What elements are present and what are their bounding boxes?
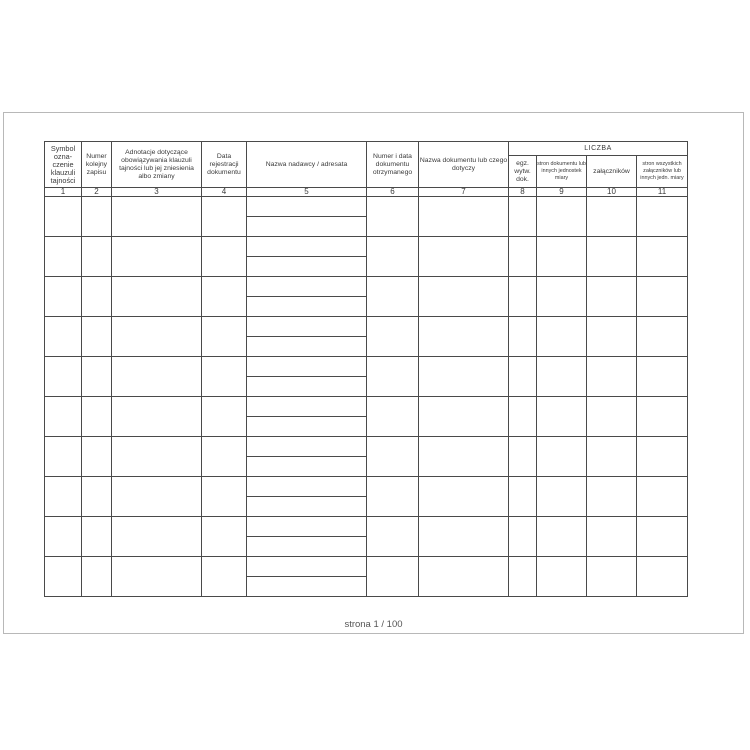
entry-cell[interactable]: [367, 477, 419, 517]
entry-cell[interactable]: [247, 197, 367, 217]
entry-cell[interactable]: [509, 237, 537, 277]
entry-cell[interactable]: [112, 397, 202, 437]
entry-cell[interactable]: [637, 317, 688, 357]
entry-cell[interactable]: [367, 277, 419, 317]
header-received-number-date: Numer i data dokumentu otrzymanego: [367, 142, 419, 188]
entry-cell[interactable]: [45, 237, 82, 277]
entry-cell[interactable]: [112, 237, 202, 277]
entry-cell[interactable]: [367, 357, 419, 397]
entry-cell[interactable]: [247, 277, 367, 297]
entry-cell[interactable]: [45, 317, 82, 357]
column-number: 2: [82, 188, 112, 197]
column-number: 8: [509, 188, 537, 197]
entry-cell[interactable]: [82, 517, 112, 557]
entry-cell[interactable]: [637, 277, 688, 317]
header-symbol: Symbol ozna-czenie klauzuli tajności: [45, 142, 82, 188]
entry-cell[interactable]: [247, 297, 367, 317]
entry-cell[interactable]: [419, 277, 509, 317]
entry-cell[interactable]: [202, 237, 247, 277]
table-row: [45, 357, 688, 377]
register-entries: [45, 197, 688, 597]
column-number: 1: [45, 188, 82, 197]
entry-cell[interactable]: [112, 277, 202, 317]
entry-cell[interactable]: [202, 197, 247, 237]
column-number: 3: [112, 188, 202, 197]
entry-cell[interactable]: [367, 197, 419, 237]
entry-cell[interactable]: [419, 557, 509, 597]
entry-cell[interactable]: [537, 397, 587, 437]
header-annotations: Adnotacje dotyczące obowiązywania klauzuli tajności lub jej zniesienia albo zmiany: [112, 142, 202, 188]
entry-cell[interactable]: [637, 437, 688, 477]
entry-cell[interactable]: [202, 357, 247, 397]
entry-cell[interactable]: [247, 517, 367, 537]
entry-cell[interactable]: [537, 197, 587, 237]
entry-cell[interactable]: [82, 397, 112, 437]
entry-cell[interactable]: [247, 337, 367, 357]
entry-cell[interactable]: [637, 397, 688, 437]
entry-cell[interactable]: [367, 557, 419, 597]
entry-cell[interactable]: [509, 277, 537, 317]
entry-cell[interactable]: [45, 277, 82, 317]
entry-cell[interactable]: [367, 517, 419, 557]
entry-cell[interactable]: [82, 277, 112, 317]
entry-cell[interactable]: [247, 257, 367, 277]
entry-cell[interactable]: [82, 317, 112, 357]
table-row: [45, 437, 688, 457]
entry-cell[interactable]: [509, 557, 537, 597]
entry-cell[interactable]: [537, 437, 587, 477]
entry-cell[interactable]: [637, 557, 688, 597]
entry-cell[interactable]: [112, 477, 202, 517]
column-number: 11: [637, 188, 688, 197]
entry-cell[interactable]: [419, 437, 509, 477]
entry-cell[interactable]: [419, 517, 509, 557]
entry-cell[interactable]: [509, 517, 537, 557]
entry-cell[interactable]: [637, 517, 688, 557]
entry-cell[interactable]: [112, 317, 202, 357]
header-copies: egz. wytw. dok.: [509, 156, 537, 188]
entry-cell[interactable]: [367, 397, 419, 437]
table-row: [45, 237, 688, 257]
page-number: strona 1 / 100: [344, 619, 403, 630]
entry-cell[interactable]: [367, 437, 419, 477]
entry-cell[interactable]: [587, 277, 637, 317]
entry-cell[interactable]: [247, 537, 367, 557]
entry-cell[interactable]: [247, 577, 367, 597]
entry-cell[interactable]: [509, 477, 537, 517]
header-attachments: załączników: [587, 156, 637, 188]
entry-cell[interactable]: [419, 397, 509, 437]
header-sender-recipient: Nazwa nadawcy / adresata: [247, 142, 367, 188]
entry-cell[interactable]: [587, 237, 637, 277]
table-row: [45, 397, 688, 417]
entry-cell[interactable]: [112, 517, 202, 557]
column-number: 5: [247, 188, 367, 197]
entry-cell[interactable]: [587, 557, 637, 597]
entry-cell[interactable]: [247, 457, 367, 477]
entry-cell[interactable]: [112, 557, 202, 597]
entry-cell[interactable]: [587, 317, 637, 357]
entry-cell[interactable]: [247, 497, 367, 517]
entry-cell[interactable]: [419, 477, 509, 517]
header-document-name: Nazwa dokumentu lub czego dotyczy: [419, 142, 509, 188]
entry-cell[interactable]: [112, 357, 202, 397]
entry-cell[interactable]: [202, 437, 247, 477]
entry-cell[interactable]: [419, 357, 509, 397]
header-liczba: LICZBA: [509, 142, 688, 156]
entry-cell[interactable]: [509, 397, 537, 437]
entry-cell[interactable]: [247, 377, 367, 397]
entry-cell[interactable]: [537, 357, 587, 397]
entry-cell[interactable]: [45, 437, 82, 477]
entry-cell[interactable]: [247, 237, 367, 257]
entry-cell[interactable]: [537, 277, 587, 317]
column-number: 4: [202, 188, 247, 197]
entry-cell[interactable]: [202, 397, 247, 437]
entry-cell[interactable]: [247, 477, 367, 497]
table-row: [45, 277, 688, 297]
entry-cell[interactable]: [202, 317, 247, 357]
header-registration-date: Data rejestracji dokumentu: [202, 142, 247, 188]
entry-cell[interactable]: [202, 557, 247, 597]
header-document-pages: stron dokumentu lub innych jednostek miary: [537, 156, 587, 188]
table-row: [45, 517, 688, 537]
column-number: 10: [587, 188, 637, 197]
header-attachment-pages: stron wszystkich załączników lub innych jedn. miary: [637, 156, 688, 188]
entry-cell[interactable]: [82, 557, 112, 597]
entry-cell[interactable]: [509, 357, 537, 397]
entry-cell[interactable]: [637, 477, 688, 517]
entry-cell[interactable]: [82, 197, 112, 237]
entry-cell[interactable]: [247, 417, 367, 437]
column-number: 7: [419, 188, 509, 197]
entry-cell[interactable]: [45, 477, 82, 517]
entry-cell[interactable]: [82, 357, 112, 397]
entry-cell[interactable]: [587, 197, 637, 237]
table-row: [45, 557, 688, 577]
entry-cell[interactable]: [247, 437, 367, 457]
entry-cell[interactable]: [637, 197, 688, 237]
entry-cell[interactable]: [202, 477, 247, 517]
entry-cell[interactable]: [509, 197, 537, 237]
column-number: 6: [367, 188, 419, 197]
entry-cell[interactable]: [637, 357, 688, 397]
register-page: [3, 112, 744, 634]
entry-cell[interactable]: [367, 317, 419, 357]
entry-cell[interactable]: [537, 317, 587, 357]
table-row: [45, 197, 688, 217]
entry-cell[interactable]: [587, 357, 637, 397]
column-number-row: [45, 188, 688, 197]
entry-cell[interactable]: [587, 477, 637, 517]
table-row: [45, 477, 688, 497]
table-row: [45, 317, 688, 337]
entry-cell[interactable]: [367, 237, 419, 277]
column-number: 9: [537, 188, 587, 197]
entry-cell[interactable]: [247, 397, 367, 417]
entry-cell[interactable]: [587, 437, 637, 477]
entry-cell[interactable]: [537, 237, 587, 277]
entry-cell[interactable]: [45, 357, 82, 397]
entry-cell[interactable]: [82, 477, 112, 517]
entry-cell[interactable]: [82, 437, 112, 477]
document-register-table: [44, 141, 688, 597]
entry-cell[interactable]: [587, 397, 637, 437]
entry-cell[interactable]: [247, 357, 367, 377]
entry-cell[interactable]: [419, 197, 509, 237]
entry-cell[interactable]: [419, 237, 509, 277]
entry-cell[interactable]: [202, 517, 247, 557]
entry-cell[interactable]: [112, 437, 202, 477]
entry-cell[interactable]: [587, 517, 637, 557]
entry-cell[interactable]: [45, 397, 82, 437]
entry-cell[interactable]: [45, 197, 82, 237]
entry-cell[interactable]: [45, 517, 82, 557]
header-entry-number: Numer kolejny zapisu: [82, 142, 112, 188]
entry-cell[interactable]: [82, 237, 112, 277]
entry-cell[interactable]: [112, 197, 202, 237]
entry-cell[interactable]: [419, 317, 509, 357]
entry-cell[interactable]: [247, 317, 367, 337]
entry-cell[interactable]: [247, 217, 367, 237]
entry-cell[interactable]: [45, 557, 82, 597]
entry-cell[interactable]: [537, 517, 587, 557]
entry-cell[interactable]: [202, 277, 247, 317]
entry-cell[interactable]: [509, 317, 537, 357]
entry-cell[interactable]: [637, 237, 688, 277]
entry-cell[interactable]: [537, 477, 587, 517]
entry-cell[interactable]: [509, 437, 537, 477]
entry-cell[interactable]: [537, 557, 587, 597]
entry-cell[interactable]: [247, 557, 367, 577]
